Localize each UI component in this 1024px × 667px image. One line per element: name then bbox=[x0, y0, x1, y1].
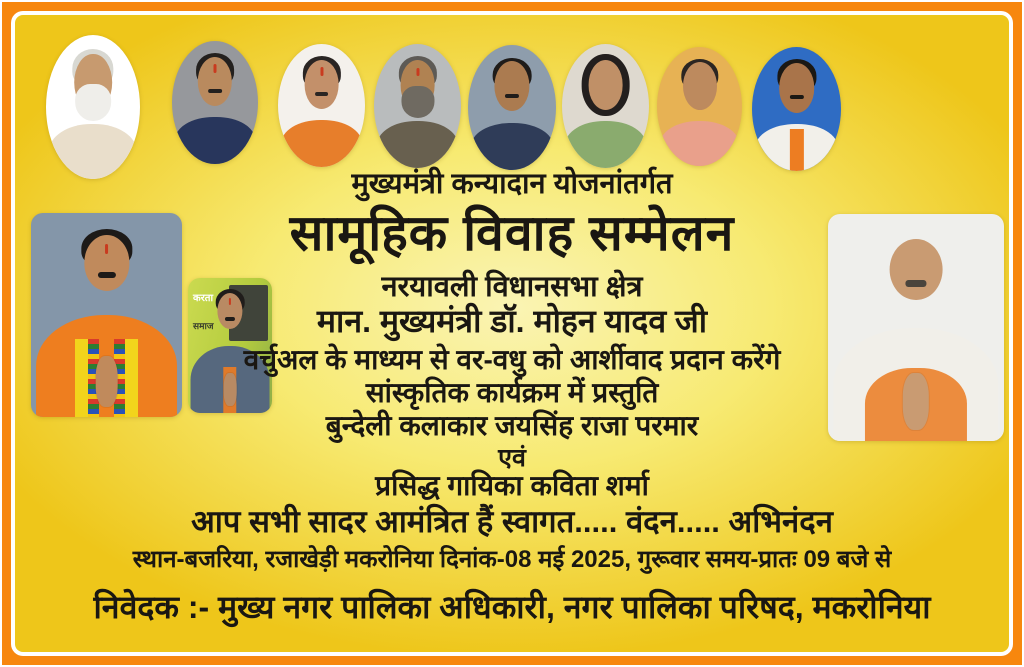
and-word: एवं bbox=[498, 444, 526, 472]
venue-datetime-line: स्थान-बजरिया, रजाखेड़ी मकरोनिया दिनांक-08 मई 2025, गुरूवार समय-प्रातः 09 बजे से bbox=[132, 546, 892, 573]
scheme-line: मुख्यमंत्री कन्यादान योजनांतर्गत bbox=[351, 168, 673, 200]
blessing-line: वर्चुअल के माध्यम से वर-वधु को आर्शीवाद प्रदान करेंगे bbox=[243, 344, 781, 375]
event-title: सामूहिक विवाह सम्मेलन bbox=[289, 205, 735, 261]
banner-text-2: समाज bbox=[193, 320, 214, 331]
cultural-heading: सांस्कृतिक कार्यक्रम में प्रस्तुति bbox=[365, 377, 659, 408]
requester-line: निवेदक :- मुख्य नगर पालिका अधिकारी, नगर पालिका परिषद, मकरोनिया bbox=[93, 589, 931, 625]
artist-line-1: बुन्देली कलाकार जयसिंह राजा परमार bbox=[325, 410, 699, 441]
artist-line-2: प्रसिद्ध गायिका कविता शर्मा bbox=[375, 470, 649, 501]
invitation-line: आप सभी सादर आमंत्रित हैं स्वागत..... वंदन..... अभिनंदन bbox=[191, 504, 833, 539]
banner-text-1: करता bbox=[193, 293, 214, 305]
constituency-line: नरयावली विधानसभा क्षेत्र bbox=[381, 271, 643, 303]
chief-guest-line: मान. मुख्यमंत्री डॉ. मोहन यादव जी bbox=[316, 303, 708, 339]
